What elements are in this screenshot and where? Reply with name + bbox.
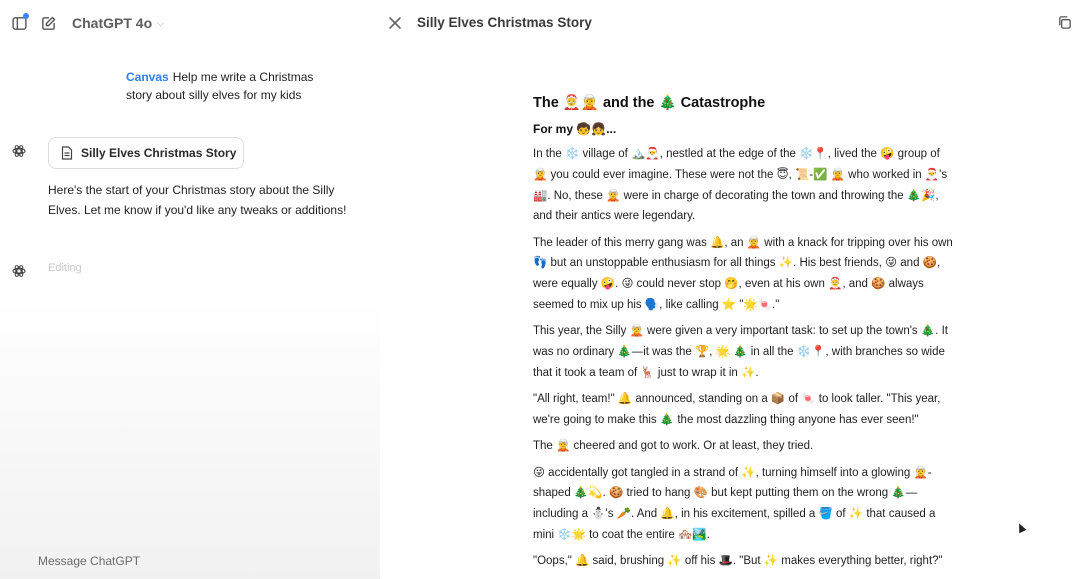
- document-icon: [61, 146, 73, 160]
- doc-card-title: Silly Elves Christmas Story: [81, 146, 237, 160]
- assistant-avatar: [10, 142, 28, 160]
- canvas-pane: [380, 0, 1080, 579]
- user-message: [126, 68, 336, 104]
- chat-topbar: [0, 0, 380, 46]
- model-picker[interactable]: [72, 15, 164, 31]
- copy-icon: [1057, 15, 1072, 30]
- story-paragraph: The leader of this merry gang was 🔔, an 🧝 with a knack for tripping over his own 👣 but an unstoppable enthusiasm for all things ✨. His best friends, 😜 and 🍪, were equally 🤪. 😜 could never stop 🤭, even at his own 🤶, and 🍪 always seemed to mix up his 🗣️, like calling ⭐ "🌟🍬.": [533, 236, 953, 312]
- story-paragraph: This year, the Silly 🧝 were given a very important task: to set up the town's 🎄. It was no ordinary 🎄—it was the 🏆, 🌟 🎄 in all the ❄️📍, with branches so wide that it took a team of 🦌 just to wrap it in ✨.: [533, 325, 948, 379]
- compose-icon: [40, 15, 57, 32]
- story-title: The 🤶🧝 and the 🎄 Catastrophe: [533, 95, 766, 111]
- story-document[interactable]: [533, 92, 953, 578]
- canvas-title: Silly Elves Christmas Story: [417, 15, 592, 30]
- story-paragraph: "All right, team!" 🔔 announced, standing on a 📦 of 🍬 to look taller. "This year, we're going to make this 🎄 the most dazzling thing anyone has ever seen!": [533, 393, 941, 427]
- new-chat-button[interactable]: [37, 12, 59, 34]
- close-canvas-button[interactable]: [384, 12, 406, 34]
- model-name: ChatGPT 4o: [72, 15, 153, 31]
- canvas-header: [380, 0, 1080, 46]
- canvas-document-card[interactable]: [48, 137, 244, 169]
- chevron-down-icon: ⌵: [157, 17, 164, 28]
- editing-status: Editing: [48, 262, 82, 274]
- message-input[interactable]: [38, 554, 338, 568]
- user-message-text: Help me write a Christmas story about silly elves for my kids: [126, 70, 314, 102]
- openai-logo-icon: [11, 143, 27, 159]
- assistant-avatar-editing: [10, 262, 28, 280]
- close-icon: [388, 16, 402, 30]
- sidebar-toggle-button[interactable]: [8, 12, 30, 34]
- copy-button[interactable]: [1054, 12, 1074, 32]
- story-paragraph: 😜 accidentally got tangled in a strand of ✨, turning himself into a glowing 🧝-shaped 🎄💫. 🍪 tried to hang 🎨 but kept putting them on the wrong 🎄—including a ⛄'s 🥕. And 🔔, in his excitement, spilled a 🪣 of ✨ that caused a mini ❄️🌟 to coat the entire 🏘️🏞️.: [533, 466, 936, 542]
- story-dedication: For my 🧒👧...: [533, 122, 617, 136]
- message-composer: [0, 543, 380, 579]
- story-paragraph: "Oops," 🔔 said, brushing ✨ off his 🎩. "But ✨ makes everything better, right?": [533, 555, 943, 568]
- chat-pane: [0, 0, 380, 579]
- openai-logo-icon: [11, 263, 27, 279]
- notification-dot: [23, 13, 29, 19]
- story-paragraph: The 🧝 cheered and got to work. Or at least, they tried.: [533, 440, 814, 453]
- assistant-message: Here's the start of your Christmas story about the Silly Elves. Let me know if you'd like any tweaks or additions!: [48, 183, 347, 217]
- canvas-tag: Canvas: [126, 70, 169, 84]
- story-paragraph: In the ❄️ village of 🏔️🎅, nestled at the edge of the ❄️📍, lived the 🤪 group of 🧝 you could ever imagine. These were not the 😇, 📜-✅ 🧝 who worked in 🎅's 🏭. No, these 🧝 were in charge of decorating the town and throwing the 🎄🎉, and their antics were legendary.: [533, 148, 948, 223]
